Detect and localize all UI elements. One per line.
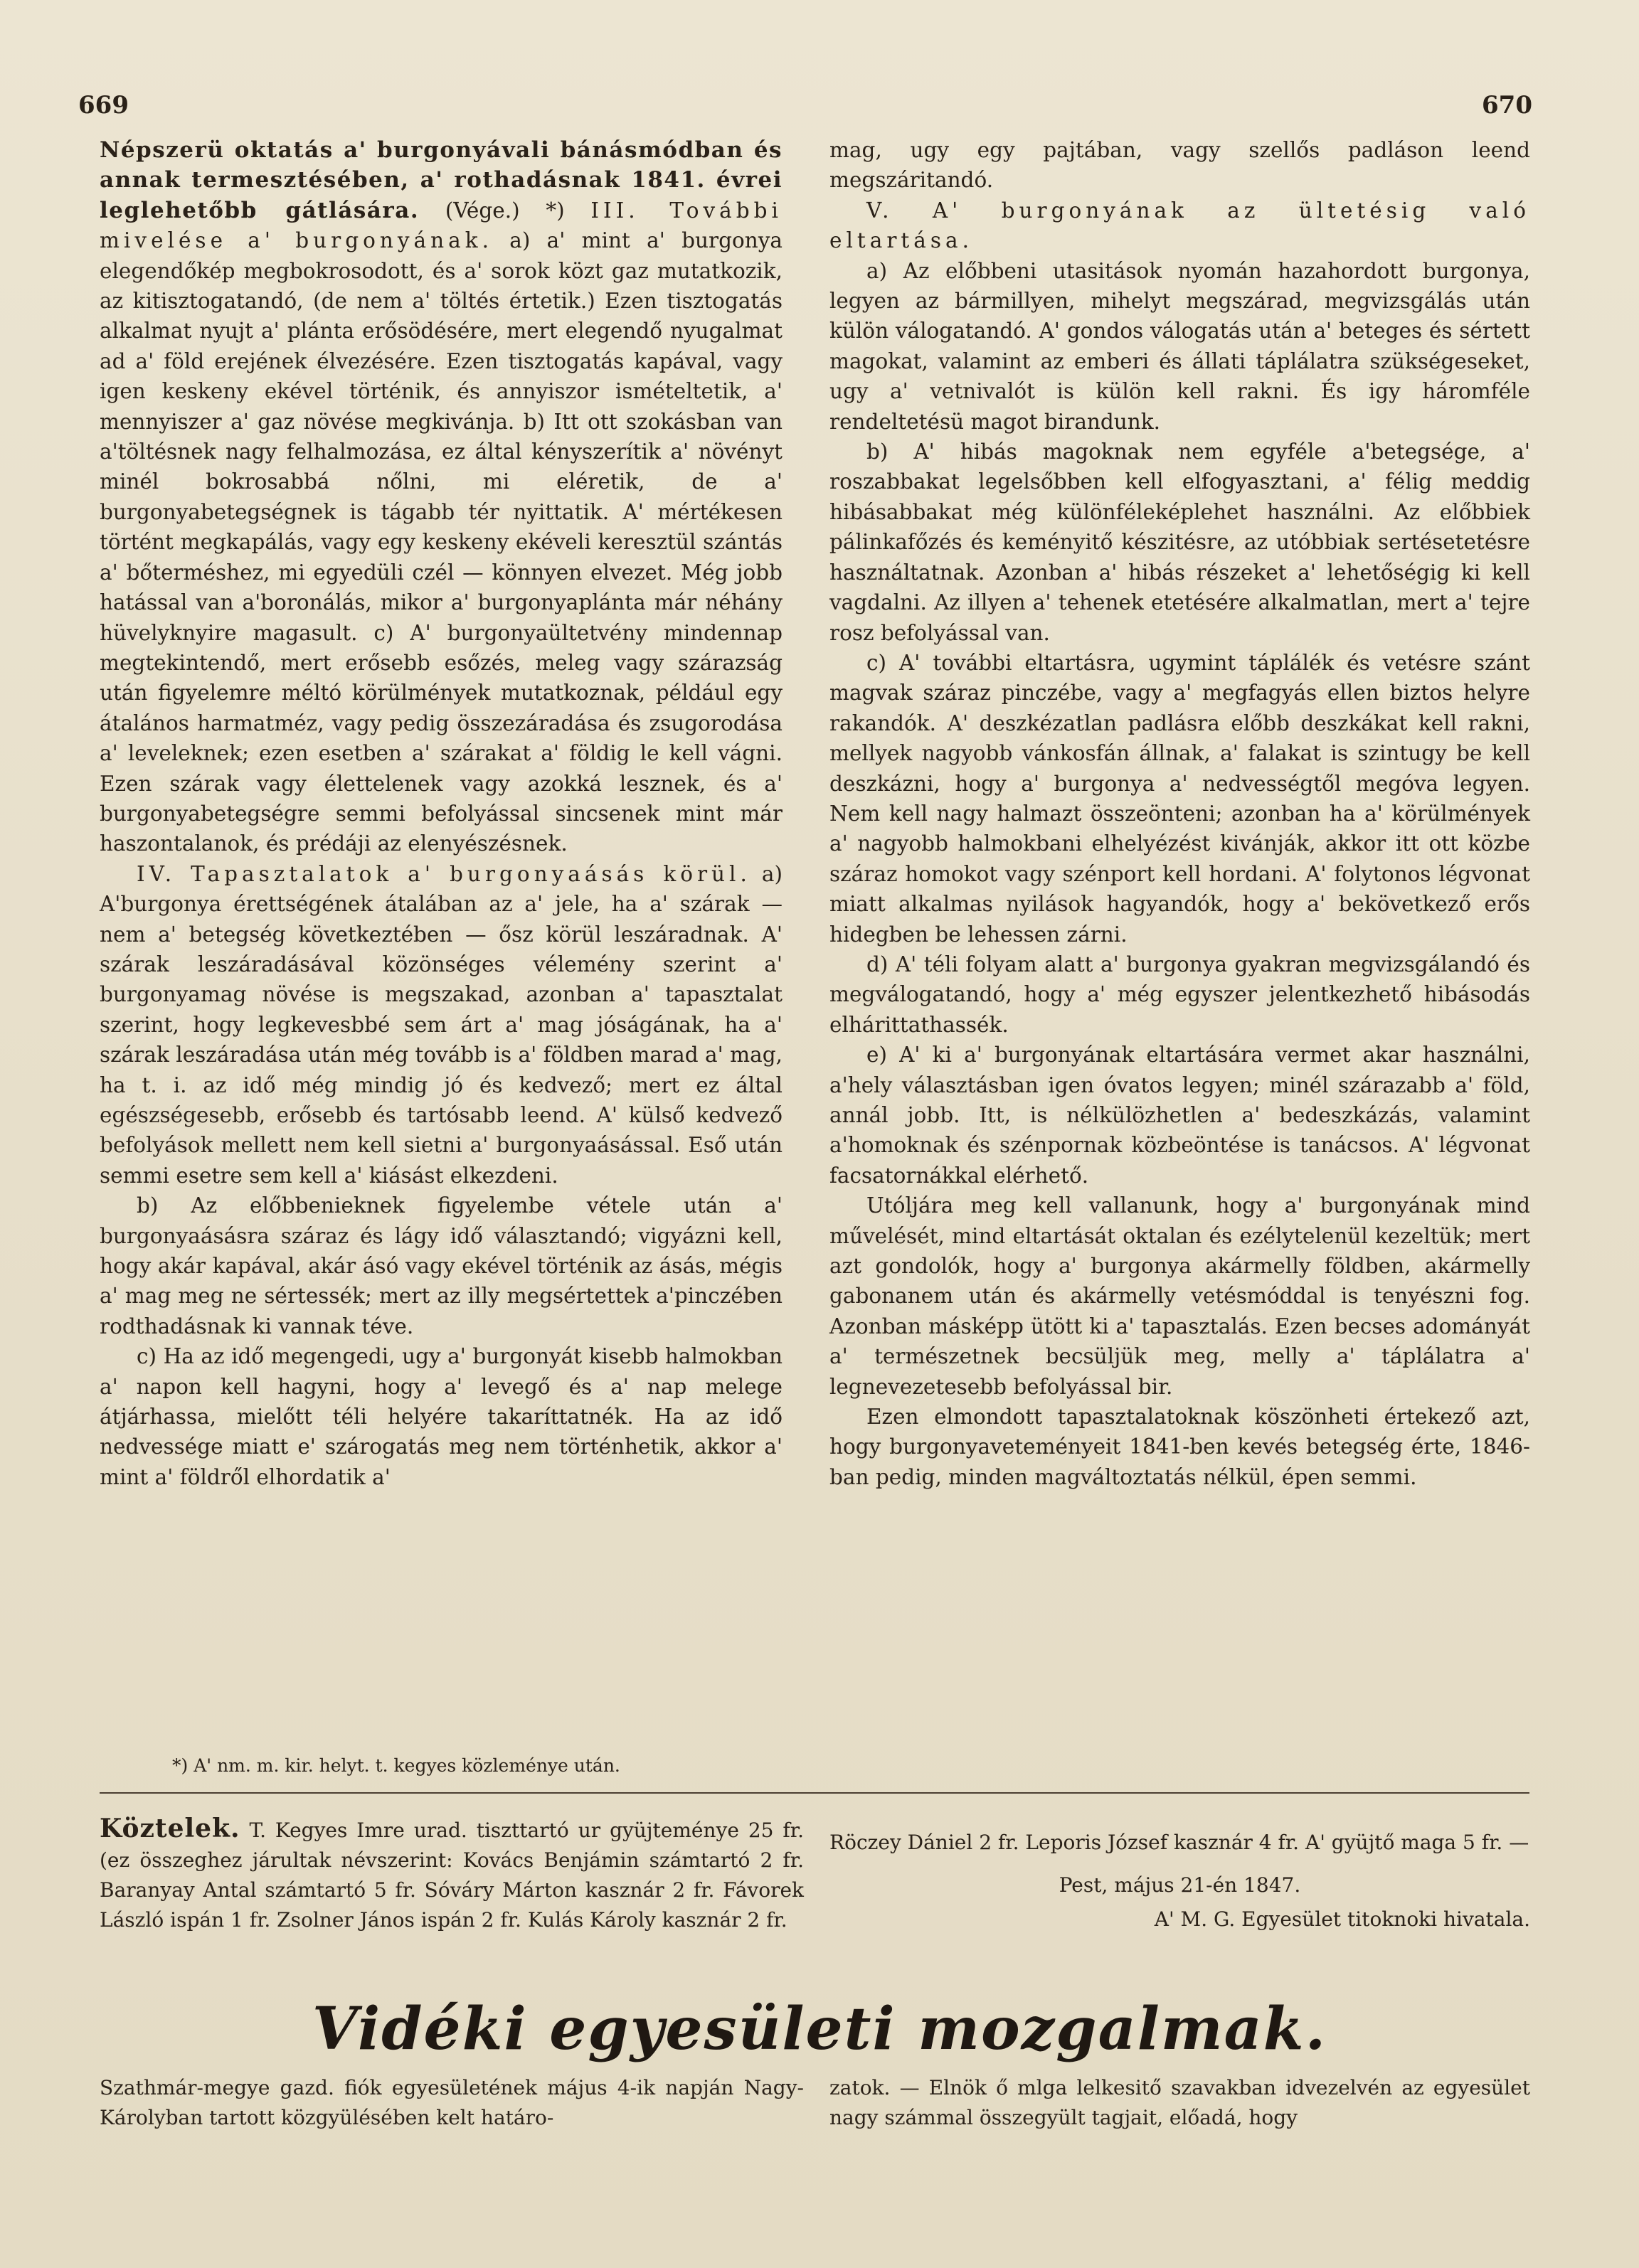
section-iv bbox=[100, 859, 783, 1191]
paragraph-v-d: d) A' téli folyam alatt a' burgonya gyakran megvizsgálandó és megválogatandó, hogy a' még egyszer jelentkezhető hibásodás elhárittathassék. bbox=[829, 952, 1530, 1037]
koztelek-title: Köztelek. bbox=[100, 1814, 240, 1843]
paragraph-conclusion: Utóljára meg kell vallanunk, hogy a' burgonyának mind művelését, mind eltartását oktalan és ezélytelenül kezeltük; mert azt gondolók, hogy a' burgonya akármelly földben, akármelly gabonanem után és akármelly vetésmóddal is tenyészni fog. Azonban másképp ütött ki a' tapasztalás. Ezen becses adományát a' természetnek becsüljük meg, melly a' táplálatra a' legnevezetesebb befolyással bir. bbox=[829, 1193, 1530, 1399]
footnote: *) A' nm. m. kir. helyt. t. kegyes közleménye után. bbox=[172, 1755, 620, 1776]
koztelek-notice bbox=[100, 1814, 804, 1935]
bottom-right-text: zatok. — Elnök ő mlga lelkesitő szavakban idvezelvén az egyesület nagy számmal összegyült tagjait, előadá, hogy bbox=[829, 2076, 1530, 2129]
koztelek-text: T. Kegyes Imre urad. tiszttartó ur gyüjteménye 25 fr. (ez összeghez járultak névszerint: Kovács Benjámin számtartó 2 fr. Baranyay Antal számtartó 5 fr. Sóváry Márton kasznár 2 fr. Fávorek László ispán 1 fr. Zsolner János ispán 2 fr. Kulás Károly kasznár 2 fr. bbox=[100, 1819, 805, 1932]
koztelek-continuation bbox=[829, 1828, 1530, 1934]
article-headline: Népszerü oktatás a' burgonyávali bánásmódban és annak termesztésében, a' rothadásnak 1841. évrei leglehetőbb gátlására. bbox=[100, 137, 783, 223]
left-column bbox=[100, 135, 783, 1492]
section-heading-v: V. A' burgonyának az ültetésig való eltartása. bbox=[829, 198, 1530, 253]
paragraph-final: Ezen elmondott tapasztalatoknak köszönheti értekező azt, hogy burgonyaveteményeit 1841-ben kevés betegség érte, 1846-ban pedig, minden magváltoztatás nélkül, épen semmi. bbox=[829, 1405, 1530, 1489]
right-column bbox=[829, 135, 1530, 1492]
article-intro bbox=[100, 135, 783, 859]
paragraph-v-e: e) A' ki a' burgonyának eltartására vermet akar használni, a'hely választásban igen óvatos legyen; minél szárazabb a' föld, annál jobb. Itt, is nélkülözhetlen a' bedeszkázás, valamint a'homoknak és szénpornak közbeöntése is tanácsos. A' légvonat facsatornákkal elérhető. bbox=[829, 1043, 1530, 1188]
koztelek-right-text: Röczey Dániel 2 fr. Leporis József kasznár 4 fr. A' gyüjtő maga 5 fr. — bbox=[829, 1831, 1529, 1854]
paragraph-v-c: c) A' további eltartásra, ugymint táplálék és vetésre szánt magvak száraz pinczébe, vagy a' megfagyás ellen biztos helyre rakandók. A' deszkézatlan padlásra előbb deszkákat kell rakni, mellyek nagyobb vánkosfán állnak, a' falakat is szintugy be kell deszkázni, hogy a' burgonya a' nedvességtől megóva legyen. Nem kell nagy halmazt összeönteni; azonban ha a' körülmények a' nagyobb halmokbani elhelyézést kivánják, akkor itt ott közbe száraz homokot vagy szénport kell hordani. A' folytonos légvonat miatt alkalmas nyilások hagyandók, hogy a' bekövetkező erős hidegben be lehessen zárni. bbox=[829, 650, 1530, 947]
place-date: Pest, május 21-én 1847. bbox=[1059, 1873, 1301, 1897]
section-heading-iii: III. További mivelése a' burgonyának. bbox=[100, 198, 783, 253]
page-number-left: 669 bbox=[78, 91, 129, 119]
paragraph-v-b: b) A' hibás magoknak nem egyféle a'betegsége, a' roszabbakat legelsőbben kell elfogyasztani, a' félig meddig hibásabbakat még különféleképlehet használni. Az előbbiek pálinkafőzés és keményitő készitésre, az utóbbiak sertésetetésre használtatnak. Azonban a' hibás részeket a' lehetőségig ki kell vagdalni. Az illyen a' tehenek etetésére alkalmatlan, mert a' tejre rosz befolyással van. bbox=[829, 440, 1530, 645]
signature: A' M. G. Egyesület titoknoki hivatala. bbox=[1154, 1907, 1530, 1931]
paragraph-continuation: mag, ugy egy pajtában, vagy szellős padláson leend megszáritandó. bbox=[829, 138, 1530, 193]
vege-note: (Vége.) *) bbox=[445, 198, 565, 223]
paragraph-iv-b: b) Az előbbenieknek figyelembe vétele után a' burgonyaásásra száraz és lágy idő választandó; vigyázni kell, hogy akár kapával, akár ásó vagy ekével történik az ásás, mégis a' mag meg ne sértessék; mert az illy megsértettek a'pinczében rodthadásnak ki vannak téve. bbox=[100, 1193, 783, 1338]
bottom-left-text: Szathmár-megye gazd. fiók egyesületének május 4-ik napján Nagy-Károlyban tartott közgyülésében kelt határo- bbox=[100, 2076, 804, 2129]
section-heading-iv: IV. Tapasztalatok a' burgonyaásás körül. bbox=[137, 861, 751, 886]
page-number-right: 670 bbox=[1482, 91, 1532, 119]
paragraph-iii: a) a' mint a' burgonya elegendőkép megbokrosodott, és a' sorok közt gaz mutatkozik, az kitisztogatandó, (de nem a' töltés értetik.) Ezen tisztogatás alkalmat nyujt a' plánta erősödésére, mert elegendő nyugalmat ad a' föld erejének élvezésére. Ezen tisztogatás kapával, vagy igen keskeny ekével történik, és annyiszor ismételtetik, a' mennyiszer a' gaz növése megkivánja. b) Itt ott szokásban van a'töltésnek nagy felhalmozása, ez által kényszerítik a' növényt minél bokrosabbá nőlni, mi eléretik, de a' burgonyabetegségnek is tágabb tér nyittatik. A' mértékesen történt megkapálás, vagy egy keskeny ekéveli keresztül szántás a' bőterméshez, mi egyedüli czél — könnyen elvezet. Még jobb hatással van a'boronálás, mikor a' burgonyaplánta már néhány hüvelyknyire magasult. c) A' burgonyaültetvény mindennap megtekintendő, mert erősebb esőzés, meleg vagy szárazság után figyelemre méltó körülmények mutatkoznak, például egy átalános harmatméz, vagy pedig összezáradása és zsugorodása a' leveleknek; ezen esetben a' szárakat a' földig le kell vágni. Ezen szárak vagy élettelenek vagy azokká lesznek, és a' burgonyabetegségre semmi befolyással sincsenek mint már haszontalanok, és prédáji az elenyészésnek. bbox=[100, 228, 783, 856]
paragraph-v-a: a) Az előbbeni utasitások nyomán hazahordott burgonya, legyen az bármillyen, mihelyt megszárad, megvizsgálás után külön válogatandó. A' gondos válogatás után a' beteges és sértett magokat, valamint az emberi és állati táplálatra szükségeseket, ugy a' vetnivalót is külön kell rakni. És igy háromféle rendeltetésü magot birandunk. bbox=[829, 258, 1530, 434]
section-title: Vidéki egyesületi mozgalmak. bbox=[312, 1995, 1327, 2063]
paragraph-iv-c: c) Ha az idő megengedi, ugy a' burgonyát kisebb halmokban a' napon kell hagyni, hogy a' levegő és a' nap melege átjárhassa, mielőtt téli helyére takaríttatnék. Ha az idő nedvessége miatt e' szárogatás meg nem történhetik, akkor a' mint a' földről elhordatik a' bbox=[100, 1344, 783, 1489]
paragraph-iv-a: a) A'burgonya érettségének átalában az a' jele, ha a' szárak — nem a' betegség következtében — ősz körül leszáradnak. A' szárak leszáradásával közönséges vélemény szerint a' burgonyamag növése is megszakad, azonban a' tapasztalat szerint, hogy legkevesbbé sem árt a' mag jóságának, ha a' szárak leszáradása után még tovább is a' földben marad a' mag, ha t. i. az idő még mindig jó és kedvező; mert ez által egészségesebb, erősebb és tartósabb leend. A' külső kedvező befolyások mellett nem kell sietni a' burgonyaásással. Eső után semmi esetre sem kell a' kiásást elkezdeni. bbox=[100, 861, 783, 1188]
section-divider bbox=[100, 1792, 1529, 1794]
